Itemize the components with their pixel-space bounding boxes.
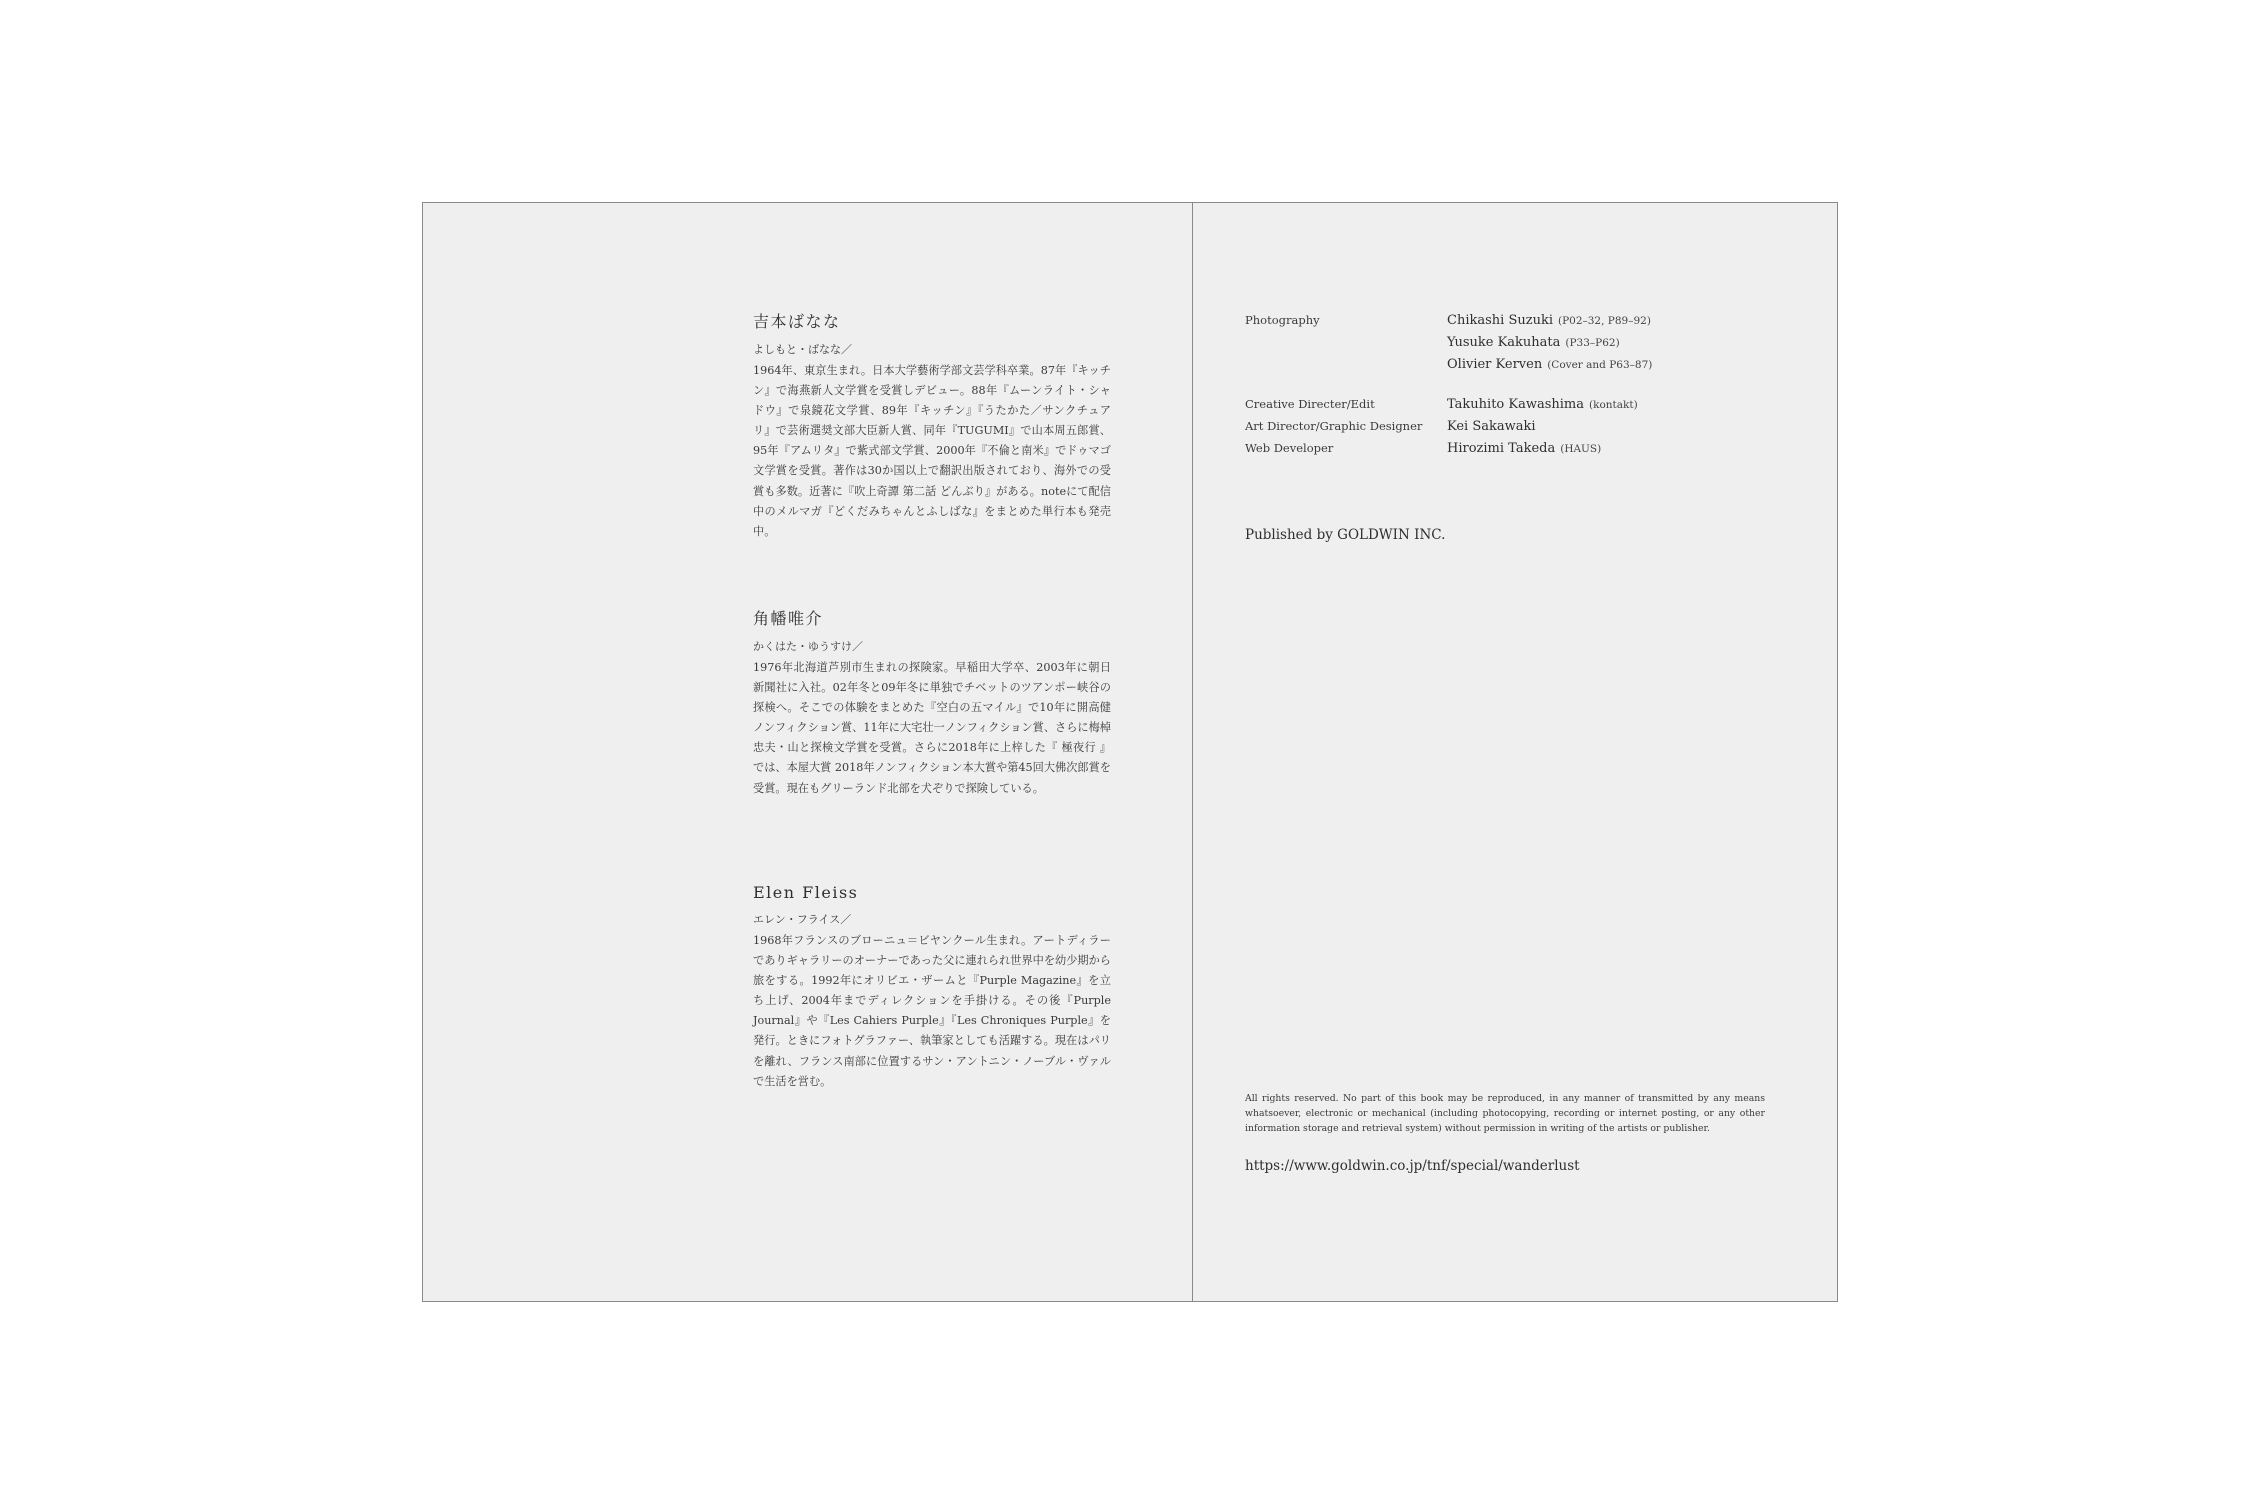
bio-reading: よしもと・ばなな／ [753,343,852,356]
bio-fleiss [753,883,1111,1092]
credit-name: Takuhito Kawashima [1447,397,1584,412]
website-url: https://www.goldwin.co.jp/tnf/special/wanderlust [1245,1158,1580,1174]
bio-reading: エレン・フライス／ [753,913,852,926]
credit-role: Photography [1245,313,1320,327]
bio-name: Elen Fleiss [753,883,859,902]
credit-group-photography [1245,313,1805,379]
bio-name: 吉本ばなな [753,312,841,331]
left-page [423,203,1193,1301]
credit-role: Web Developer [1245,441,1334,455]
credit-row [1245,357,1805,379]
credit-role: Art Director/Graphic Designer [1245,419,1423,433]
credit-note: (P02–32, P89–92) [1557,315,1651,327]
credit-note: (P33–P62) [1565,337,1620,349]
publisher-line: Published by GOLDWIN INC. [1245,527,1446,543]
bio-kakuhata [753,606,1111,799]
bio-reading: かくはた・ゆうすけ／ [753,640,863,653]
bio-name: 角幡唯介 [753,609,824,628]
book-spread [422,202,1838,1302]
credit-group-staff [1245,397,1805,463]
bio-text: 1968年フランスのブローニュ＝ビヤンクール生まれ。アートディラーでありギャラリーのオーナーであった父に連れられ世界中を幼少期から旅をする。1992年にオリビエ・ザームと『Purple Magazine』を立ち上げ、2004年までディレクションを手掛ける。その後『Purple Journal』や『Les Cahiers Purple』『Les Chroniques Purple』を発行。ときにフォトグラファー、執筆家としても活躍する。現在はパリを離れ、フランス南部に位置するサン・アントニン・ノーブル・ヴァルで生活を営む。 [753,934,1111,1088]
credit-note: (Cover and P63–87) [1547,359,1653,371]
bio-yoshimoto [753,309,1111,542]
bio-text: 1976年北海道芦別市生まれの探険家。早稲田大学卒、2003年に朝日新聞社に入社。02年冬と09年冬に単独でチベットのツアンポー峡谷の探検へ。そこでの体験をまとめた『空白の五マイル』で10年に開高健ノンフィクション賞、11年に大宅壮一ノンフィクション賞、さらに梅棹忠夫・山と探検文学賞を受賞。さらに2018年に上梓した『 極夜行 』では、本屋大賞 2018年ノンフィクション本大賞や第45回大佛次郎賞を受賞。現在もグリーランド北部を犬ぞりで探険している。 [753,661,1111,795]
credit-row [1245,419,1805,441]
credit-name: Kei Sakawaki [1447,419,1536,434]
rights-notice: All rights reserved. No part of this book may be reproduced, in any manner of transmitted by any means whatsoever, electronic or mechanical (including photocopying, recording or internet posting, or any other information storage and retrieval system) without permission in writing of the artists or publisher. [1245,1093,1765,1134]
credit-name: Chikashi Suzuki [1447,313,1553,328]
credit-row [1245,441,1805,463]
credit-role: Creative Directer/Edit [1245,397,1375,411]
credit-name: Olivier Kerven [1447,357,1543,372]
credit-note: (HAUS) [1560,443,1602,455]
credit-row [1245,397,1805,419]
credit-row [1245,313,1805,335]
credits [1245,313,1805,481]
credit-name: Hirozimi Takeda [1447,441,1556,456]
right-page [1193,203,1837,1301]
bio-text: 1964年、東京生まれ。日本大学藝術学部文芸学科卒業。87年『キッチン』で海燕新人文学賞を受賞しデビュー。88年『ムーンライト・シャドウ』で泉鏡花文学賞、89年『キッチン』『うたかた／サンクチュアリ』で芸術選奨文部大臣新人賞、同年『TUGUMI』で山本周五郎賞、95年『アムリタ』で紫式部文学賞、2000年『不倫と南米』でドゥマゴ文学賞を受賞。著作は30か国以上で翻訳出版されており、海外での受賞も多数。近著に『吹上奇譚 第二話 どんぶり』がある。noteにて配信中のメルマガ『どくだみちゃんとふしばな』をまとめた単行本も発売中。 [753,364,1111,538]
credit-name: Yusuke Kakuhata [1447,335,1561,350]
credit-row [1245,335,1805,357]
credit-note: (kontakt) [1589,399,1638,411]
